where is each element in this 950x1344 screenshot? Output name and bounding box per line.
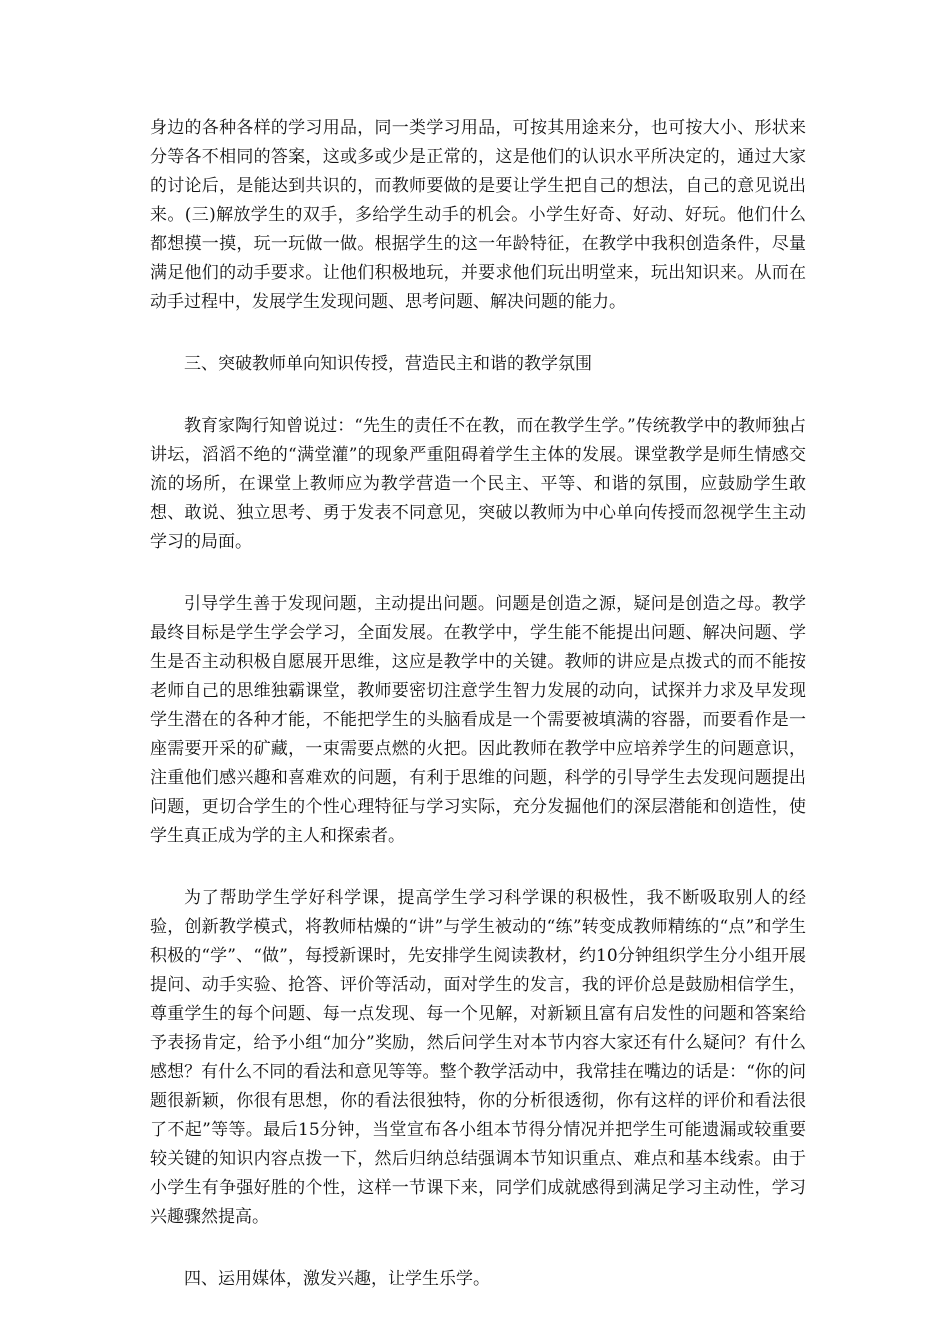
paragraph-science-class: 为了帮助学生学好科学课，提高学生学习科学课的积极性，我不断吸取别人的经验，创新教学模式，将教师枯燥的“讲”与学生被动的“练”转变成教师精练的“点”和学生积极的“学”、“做”，每授新课时，先安排学生阅读教材，约10分钟组织学生分小组开展提问、动手实验、抢答、评价等活动，面对学生的发言，我的评价总是鼓励相信学生，尊重学生的每个问题、每一点发现、每一个见解，对新颖且富有启发性的问题和答案给予表扬肯定，给予小组“加分”奖励，然后问学生对本节内容大家还有什么疑问？有什么感想？有什么不同的看法和意见等等。整个教学活动中，我常挂在嘴边的话是：“你的问题很新颖，你很有思想，你的看法很独特，你的分析很透彻，你有这样的评价和看法很了不起”等等。最后15分钟，当堂宣布各小组本节得分情况并把学生可能遗漏或较重要较关键的知识内容点拨一下，然后归纳总结强调本节知识重点、难点和基本线索。由于小学生有争强好胜的个性，这样一节课下来，同学们成就感得到满足学习主动性，学习兴趣骤然提高。 [150, 888, 806, 1227]
section-heading-4: 四、运用媒体，激发兴趣，让学生乐学。 [184, 1269, 490, 1289]
paragraph-tao-xingzhi: 教育家陶行知曾说过：“先生的责任不在教，而在教学生学。”传统教学中的教师独占讲坛，滔滔不绝的“满堂灌”的现象严重阻碍着学生主体的发展。课堂教学是师生情感交流的场所，在课堂上教师应为教学营造一个民主、平等、和谐的氛围，应鼓励学生敢想、敢说、独立思考、勇于发表不同意见，突破以教师为中心单向传授而忽视学生主动学习的局面。 [150, 416, 806, 552]
section-heading-3: 三、突破教师单向知识传授，营造民主和谐的教学氛围 [184, 354, 592, 374]
document-page [150, 114, 806, 1327]
paragraph-guide-questions: 引导学生善于发现问题，主动提出问题。问题是创造之源，疑问是创造之母。教学最终目标是学生学会学习，全面发展。在教学中，学生能不能提出问题、解决问题、学生是否主动积极自愿展开思维，这应是教学中的关键。教师的讲应是点拨式的而不能按老师自己的思维独霸课堂，教师要密切注意学生智力发展的动向，试探并力求及早发现学生潜在的各种才能，不能把学生的头脑看成是一个需要被填满的容器，而要看作是一座需要开采的矿藏，一束需要点燃的火把。因此教师在教学中应培养学生的问题意识，注重他们感兴趣和喜难欢的问题，有利于思维的问题，科学的引导学生去发现问题提出问题，更切合学生的个性心理特征与学习实际，充分发掘他们的深层潜能和创造性，使学生真正成为学的主人和探索者。 [150, 594, 806, 846]
paragraph-continuation: 身边的各种各样的学习用品，同一类学习用品，可按其用途来分，也可按大小、形状来分等各不相同的答案，这或多或少是正常的，这是他们的认识水平所决定的，通过大家的讨论后，是能达到共识的，而教师要做的是要让学生把自己的想法，自己的意见说出来。(三)解放学生的双手，多给学生动手的机会。小学生好奇、好动、好玩。他们什么都想摸一摸，玩一玩做一做。根据学生的这一年龄特征，在教学中我积创造条件，尽量满足他们的动手要求。让他们积极地玩，并要求他们玩出明堂来，玩出知识来。从而在动手过程中，发展学生发现问题、思考问题、解决问题的能力。 [150, 118, 806, 312]
